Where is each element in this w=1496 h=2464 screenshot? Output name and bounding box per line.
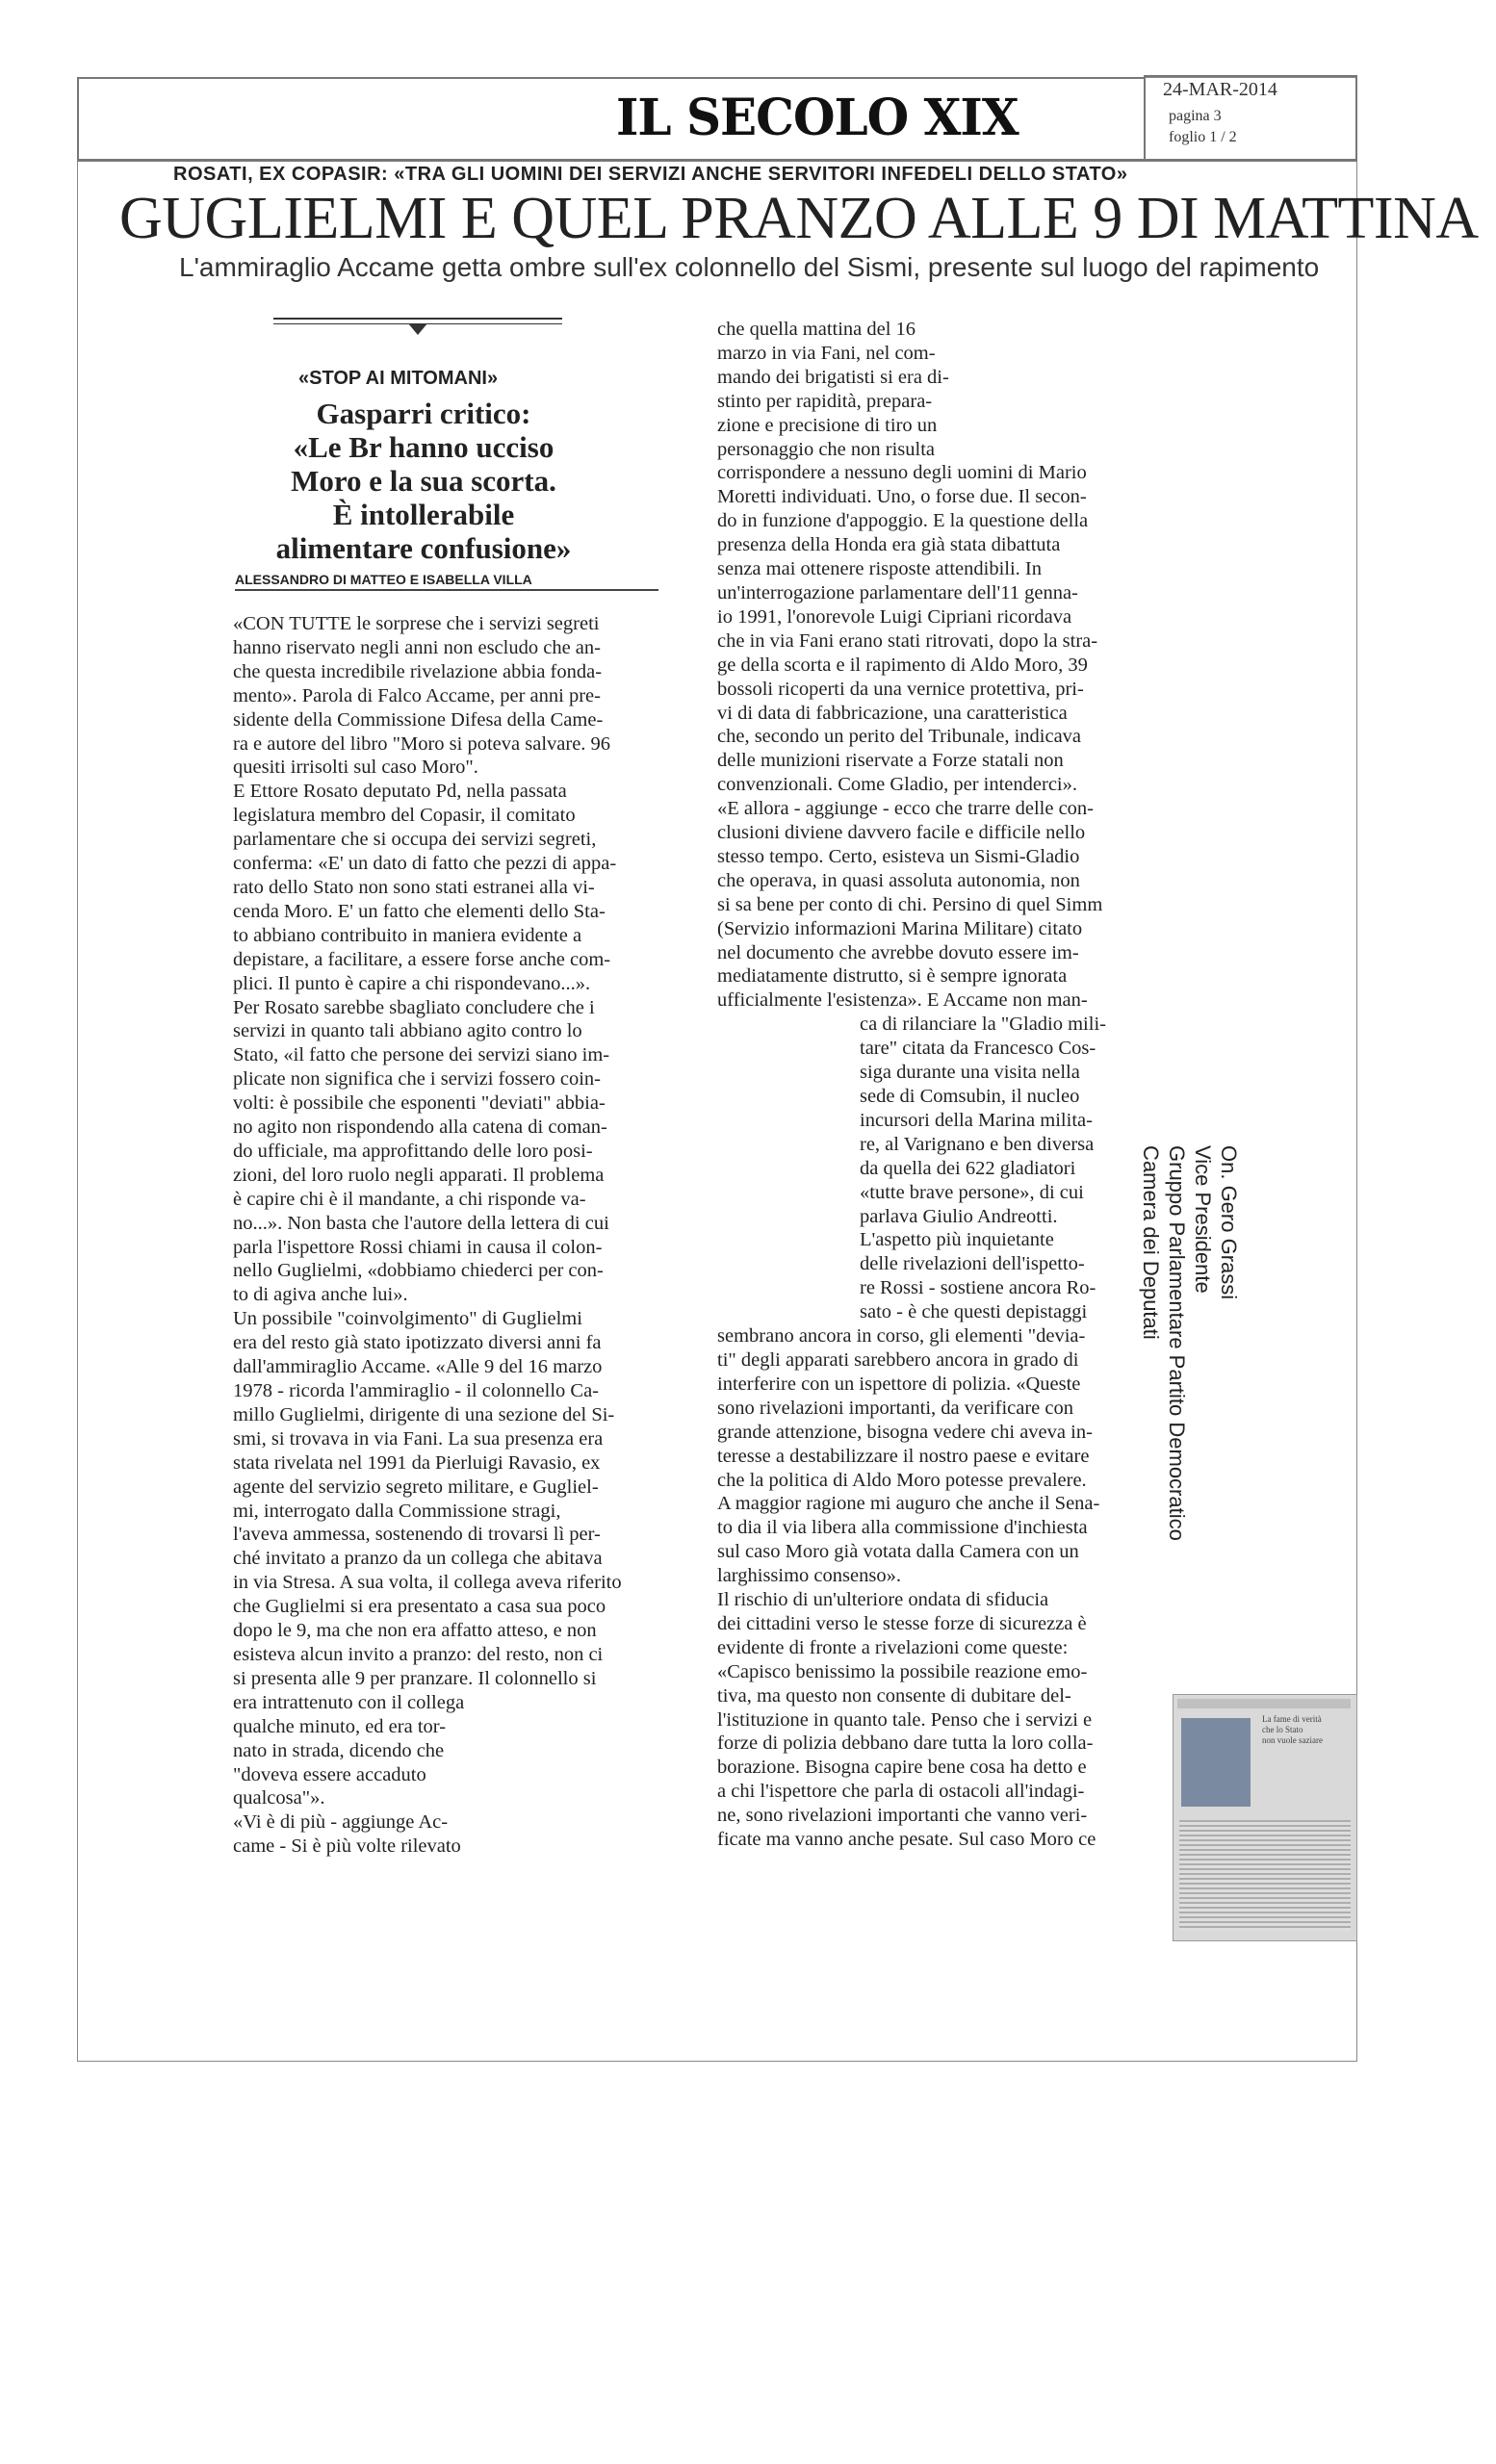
text-line: ge della scorta e il rapimento di Aldo Moro, 39 bbox=[717, 654, 1088, 676]
text-line: do in funzione d'appoggio. E la questione della bbox=[717, 510, 1089, 532]
text-line: plicate non significa che i servizi fossero coin- bbox=[233, 1068, 601, 1091]
text-line: cenda Moro. E' un fatto che elementi dello Sta- bbox=[233, 900, 606, 922]
text-line: quesiti irrisolti sul caso Moro". bbox=[233, 757, 478, 779]
text-line: qualche minuto, ed era tor- bbox=[233, 1715, 447, 1737]
text-line: ra e autore del libro "Moro si poteva salvare. 96 bbox=[233, 732, 611, 755]
text-line: nato in strada, dicendo che bbox=[233, 1739, 445, 1761]
text-line: plici. Il punto è capire a chi rispondevano...». bbox=[233, 972, 591, 994]
text-line: servizi in quanto tali abbiano agito contro lo bbox=[233, 1020, 582, 1042]
text-line: legislatura membro del Copasir, il comitato bbox=[233, 805, 576, 827]
text-line: si presenta alle 9 per pranzare. Il colonnello si bbox=[233, 1667, 597, 1689]
text-line: sembrano ancora in corso, gli elementi "devia- bbox=[717, 1325, 1086, 1348]
text-line: Il rischio di un'ulteriore ondata di sfiducia bbox=[717, 1589, 1049, 1611]
text-line: volti: è possibile che esponenti "deviati" abbia- bbox=[233, 1092, 606, 1115]
text-line: l'aveva ammessa, sostenendo di trovarsi lì per- bbox=[233, 1524, 601, 1546]
text-line: si sa bene per conto di chi. Persino di quel Simm bbox=[717, 893, 1103, 915]
text-line: ché invitato a pranzo da un collega che abitava bbox=[233, 1548, 603, 1570]
text-line: to di agiva anche lui». bbox=[233, 1284, 408, 1306]
sidebar-kicker: «STOP AI MITOMANI» bbox=[298, 368, 499, 389]
article-kicker: ROSATI, EX COPASIR: «TRA GLI UOMINI DEI SERVIZI ANCHE SERVITORI INFEDELI DELLO STATO» bbox=[173, 164, 1128, 185]
text-line: mento». Parola di Falco Accame, per anni pre- bbox=[233, 684, 601, 706]
text-line: E Ettore Rosato deputato Pd, nella passata bbox=[233, 781, 567, 803]
stamp-line: Camera dei Deputati bbox=[1139, 1145, 1163, 1340]
article-column-left bbox=[233, 612, 664, 1859]
text-line: 1978 - ricorda l'ammiraglio - il colonnello Ca- bbox=[233, 1380, 599, 1401]
sheet-number: foglio 1 / 2 bbox=[1169, 129, 1237, 145]
text-line: siga durante una visita nella bbox=[860, 1062, 1080, 1084]
text-line: ca di rilanciare la "Gladio mili- bbox=[860, 1014, 1106, 1036]
text-line: zione e precisione di tiro un bbox=[717, 414, 938, 436]
text-line: re, al Varignano e ben diversa bbox=[860, 1133, 1095, 1155]
text-line: ti" degli apparati sarebbero ancora in grado di bbox=[717, 1348, 1079, 1371]
thumbnail-caption: La fame di verità che lo Stato non vuole saziare bbox=[1262, 1714, 1323, 1745]
text-line: un'interrogazione parlamentare dell'11 genna- bbox=[717, 581, 1078, 603]
text-line: agente del servizio segreto militare, e Gugliel- bbox=[233, 1476, 599, 1498]
text-line: ficate ma vanno anche pesate. Sul caso Moro ce bbox=[717, 1829, 1096, 1851]
text-line: dei cittadini verso le stesse forze di sicurezza è bbox=[717, 1612, 1087, 1634]
text-line: "doveva essere accaduto bbox=[233, 1763, 426, 1785]
text-line: clusioni diviene davvero facile e difficile nello bbox=[717, 822, 1086, 844]
text-line: l'istituzione in quanto tale. Penso che i servizi e bbox=[717, 1708, 1093, 1731]
text-line: che Guglielmi si era presentato a casa sua poco bbox=[233, 1596, 606, 1618]
stamp-line: Vice Presidente bbox=[1191, 1145, 1215, 1294]
text-line: interferire con un ispettore di polizia. «Queste bbox=[717, 1373, 1081, 1395]
text-line: parlamentare che si occupa dei servizi segreti, bbox=[233, 829, 597, 851]
article-headline: GUGLIELMI E QUEL PRANZO ALLE 9 DI MATTINA bbox=[119, 186, 1479, 251]
text-line: presenza della Honda era già stata dibattuta bbox=[717, 534, 1061, 556]
text-line: came - Si è più volte rilevato bbox=[233, 1835, 461, 1858]
stamp-line: On. Gero Grassi bbox=[1217, 1145, 1241, 1300]
text-line: Per Rosato sarebbe sbagliato concludere che i bbox=[233, 996, 595, 1018]
text-line: to dia il via libera alla commissione d'inchiesta bbox=[717, 1517, 1088, 1539]
stamp-line: Gruppo Parlamentare Partito Democratico bbox=[1165, 1145, 1189, 1541]
text-line: larghissimo consenso». bbox=[717, 1565, 901, 1587]
text-line: borazione. Bisogna capire bene cosa ha detto e bbox=[717, 1757, 1087, 1779]
text-line: «CON TUTTE le sorprese che i servizi segreti bbox=[233, 613, 600, 634]
text-line: è capire chi è il mandante, a chi risponde va- bbox=[233, 1188, 586, 1210]
text-line: bossoli ricoperti da una vernice protettiva, pri- bbox=[717, 678, 1084, 700]
text-line: hanno riservato negli anni non escludo che an- bbox=[233, 636, 601, 658]
text-line: dopo le 9, ma che non era affatto atteso, e non bbox=[233, 1620, 597, 1642]
text-line: nello Guglielmi, «dobbiamo chiederci per con- bbox=[233, 1260, 604, 1282]
text-line: mando dei brigatisti si era di- bbox=[717, 366, 949, 388]
text-line: in via Stresa. A sua volta, il collega aveva riferito bbox=[233, 1572, 622, 1594]
text-line: sede di Comsubin, il nucleo bbox=[860, 1086, 1080, 1107]
text-line: parlava Giulio Andreotti. bbox=[860, 1205, 1058, 1227]
text-line: delle munizioni riservate a Forze statali non bbox=[717, 750, 1064, 772]
text-line: re Rossi - sostiene ancora Ro- bbox=[860, 1277, 1096, 1299]
text-line: «Capisco benissimo la possibile reazione emo- bbox=[717, 1660, 1088, 1682]
text-line: sidente della Commissione Difesa della Came- bbox=[233, 708, 604, 731]
text-line: marzo in via Fani, nel com- bbox=[717, 342, 936, 364]
clipping-date: 24-MAR-2014 bbox=[1163, 79, 1277, 100]
text-line: parla l'ispettore Rossi chiami in causa il colon- bbox=[233, 1236, 603, 1258]
text-line: incursori della Marina milita- bbox=[860, 1109, 1093, 1131]
text-line: teresse a destabilizzare il nostro paese e evitare bbox=[717, 1445, 1090, 1467]
page-number: pagina 3 bbox=[1169, 108, 1222, 124]
text-line: conferma: «E' un dato di fatto che pezzi di appa- bbox=[233, 853, 617, 875]
text-line: da quella dei 622 gladiatori bbox=[860, 1157, 1076, 1179]
text-line: «Vi è di più - aggiunge Ac- bbox=[233, 1811, 449, 1834]
text-line: grande attenzione, bisogna vedere chi aveva in- bbox=[717, 1421, 1093, 1443]
text-line: convenzionali. Come Gladio, per intenderci». bbox=[717, 774, 1078, 796]
text-line: tare" citata da Francesco Cos- bbox=[860, 1038, 1096, 1060]
page-thumbnail bbox=[1173, 1694, 1357, 1941]
text-line: corrispondere a nessuno degli uomini di Mario bbox=[717, 462, 1087, 484]
text-line: stesso tempo. Certo, esisteva un Sismi-Gladio bbox=[717, 845, 1080, 867]
text-line: stata rivelata nel 1991 da Pierluigi Ravasio, ex bbox=[233, 1451, 601, 1474]
text-line: sul caso Moro già votata dalla Camera con un bbox=[717, 1541, 1079, 1563]
text-line: a chi l'ispettore che parla di ostacoli all'indagi- bbox=[717, 1781, 1085, 1803]
text-line: A maggior ragione mi auguro che anche il Sena- bbox=[717, 1493, 1100, 1515]
text-line: che quella mattina del 16 bbox=[717, 319, 916, 340]
text-line: do ufficiale, ma approfittando delle loro posi- bbox=[233, 1140, 593, 1162]
text-line: (Servizio informazioni Marina Militare) citato bbox=[717, 917, 1083, 939]
text-line: tiva, ma questo non consente di dubitare del- bbox=[717, 1684, 1071, 1707]
text-line: io 1991, l'onorevole Luigi Cipriani ricordava bbox=[717, 605, 1072, 628]
text-line: ne, sono rivelazioni importanti che vanno veri- bbox=[717, 1805, 1088, 1827]
text-line: che questa incredibile rivelazione abbia fonda- bbox=[233, 660, 603, 682]
text-line: Moretti individuati. Uno, o forse due. Il secon- bbox=[717, 486, 1087, 508]
text-line: qualcosa"». bbox=[233, 1787, 325, 1810]
text-line: mediatamente distrutto, si è sempre ignorata bbox=[717, 965, 1068, 988]
byline-rule bbox=[235, 589, 658, 591]
text-line: «tutte brave persone», di cui bbox=[860, 1181, 1084, 1203]
text-line: esisteva alcun invito a pranzo: del resto, non ci bbox=[233, 1643, 604, 1665]
text-line: L'aspetto più inquietante bbox=[860, 1229, 1054, 1251]
decorative-rule bbox=[273, 318, 562, 331]
text-line: zioni, del loro ruolo negli apparati. Il problema bbox=[233, 1164, 605, 1186]
text-line: evidente di fronte a rivelazioni come queste: bbox=[717, 1636, 1069, 1658]
text-line: delle rivelazioni dell'ispetto- bbox=[860, 1253, 1085, 1275]
text-line: vi di data di fabbricazione, una caratteristica bbox=[717, 702, 1068, 724]
text-line: era intrattenuto con il collega bbox=[233, 1691, 465, 1713]
text-line: no...». Non basta che l'autore della lettera di cui bbox=[233, 1212, 609, 1234]
text-line: che in via Fani erano stati ritrovati, dopo la stra- bbox=[717, 629, 1098, 652]
article-column-right bbox=[717, 318, 1141, 1852]
text-line: Stato, «il fatto che persone dei servizi siano im- bbox=[233, 1044, 610, 1066]
text-line: era del resto già stato ipotizzato diversi anni fa bbox=[233, 1332, 602, 1354]
deputy-stamp bbox=[1138, 1145, 1242, 1541]
text-line: smi, si trovava in via Fani. La sua presenza era bbox=[233, 1427, 604, 1450]
text-line: che la politica di Aldo Moro potesse prevalere. bbox=[717, 1469, 1087, 1491]
sidebar-headline: Gasparri critico: «Le Br hanno ucciso Moro e la sua scorta. È intollerabile alimentare confusione» bbox=[275, 397, 572, 565]
text-line: rato dello Stato non sono stati estranei alla vi- bbox=[233, 876, 595, 898]
newspaper-logo: IL SECOLO XIX bbox=[616, 87, 1019, 147]
text-line: to abbiano contribuito in maniera evidente a bbox=[233, 924, 582, 946]
text-line: forze di polizia debbano dare tutta la loro colla- bbox=[717, 1732, 1094, 1755]
text-line: personaggio che non risulta bbox=[717, 438, 936, 460]
text-line: dall'ammiraglio Accame. «Alle 9 del 16 marzo bbox=[233, 1356, 603, 1378]
text-line: sato - è che questi depistaggi bbox=[860, 1301, 1088, 1323]
text-line: senza mai ottenere risposte attendibili. In bbox=[717, 558, 1042, 580]
text-line: nel documento che avrebbe dovuto essere im- bbox=[717, 941, 1079, 963]
text-line: stinto per rapidità, prepara- bbox=[717, 390, 933, 412]
article-subhead: L'ammiraglio Accame getta ombre sull'ex colonnello del Sismi, presente sul luogo del rapimento bbox=[179, 252, 1320, 282]
text-line: millo Guglielmi, dirigente di una sezione del Si- bbox=[233, 1403, 615, 1425]
text-line: ufficialmente l'esistenza». E Accame non man- bbox=[717, 989, 1088, 1012]
text-line: Un possibile "coinvolgimento" di Guglielmi bbox=[233, 1308, 582, 1330]
text-line: che, secondo un perito del Tribunale, indicava bbox=[717, 726, 1082, 748]
top-divider bbox=[77, 159, 1355, 161]
text-line: sono rivelazioni importanti, da verificare con bbox=[717, 1397, 1074, 1419]
thumbnail-photo bbox=[1181, 1718, 1251, 1807]
byline: ALESSANDRO DI MATTEO E ISABELLA VILLA bbox=[235, 572, 532, 587]
text-line: depistare, a facilitare, a essere forse anche com- bbox=[233, 948, 611, 970]
text-line: che operava, in quasi assoluta autonomia, non bbox=[717, 869, 1080, 891]
text-line: mi, interrogato dalla Commissione stragi, bbox=[233, 1500, 561, 1522]
text-line: «E allora - aggiunge - ecco che trarre delle con- bbox=[717, 798, 1094, 820]
text-line: no agito non rispondendo alla catena di coman- bbox=[233, 1116, 607, 1139]
